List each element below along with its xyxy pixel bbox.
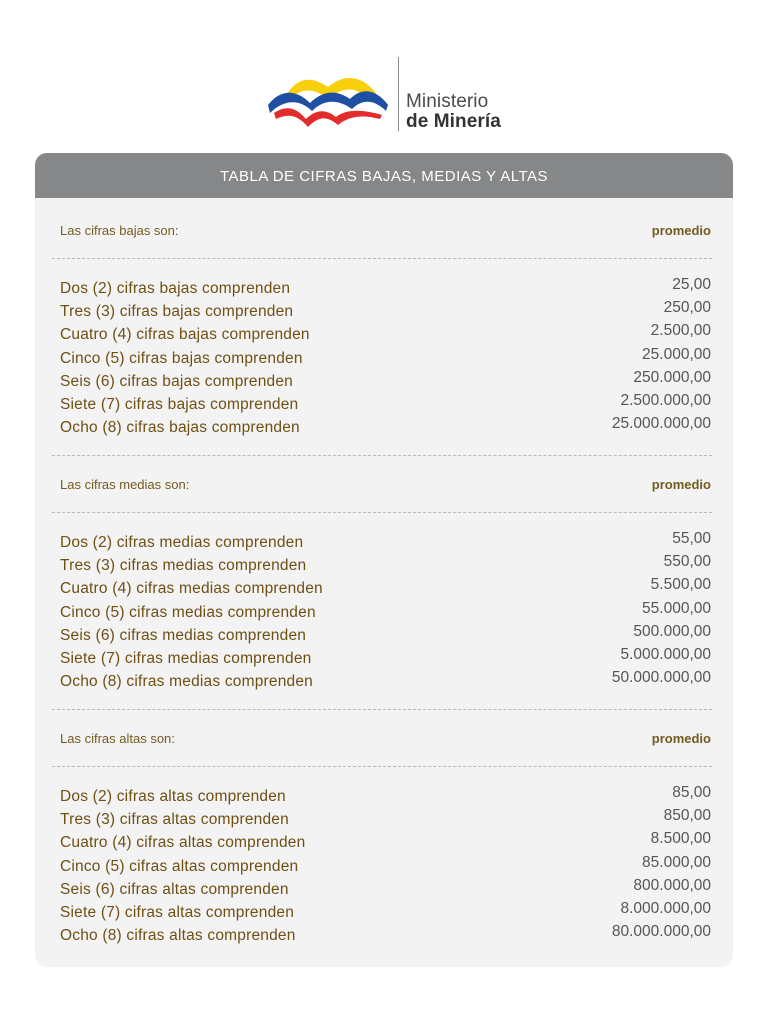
row-value: 25.000,00 bbox=[642, 346, 711, 363]
logo-divider bbox=[398, 57, 399, 131]
row-label: Seis (6) cifras medias comprenden bbox=[60, 627, 307, 644]
table-row bbox=[35, 856, 733, 879]
row-label: Dos (2) cifras altas comprenden bbox=[60, 788, 286, 805]
row-label: Ocho (8) cifras altas comprenden bbox=[60, 927, 296, 944]
row-value: 500.000,00 bbox=[633, 623, 711, 640]
dashed-divider bbox=[52, 766, 712, 767]
row-label: Seis (6) cifras altas comprenden bbox=[60, 881, 289, 898]
row-label: Cinco (5) cifras bajas comprenden bbox=[60, 350, 303, 367]
table-row bbox=[35, 555, 733, 578]
average-column-header: promedio bbox=[651, 731, 711, 746]
row-label: Cinco (5) cifras medias comprenden bbox=[60, 604, 316, 621]
row-label: Cuatro (4) cifras altas comprenden bbox=[60, 834, 306, 851]
row-value: 5.000.000,00 bbox=[620, 646, 711, 663]
row-value: 800.000,00 bbox=[633, 877, 711, 894]
table-row bbox=[35, 809, 733, 832]
row-value: 25,00 bbox=[672, 276, 711, 293]
row-label: Cuatro (4) cifras medias comprenden bbox=[60, 580, 323, 597]
row-value: 80.000.000,00 bbox=[611, 923, 711, 940]
table-row bbox=[35, 394, 733, 417]
row-value: 50.000.000,00 bbox=[611, 669, 711, 686]
section-title: Las cifras altas son: bbox=[60, 731, 175, 746]
row-value: 2.500.000,00 bbox=[620, 392, 711, 409]
table-row bbox=[35, 532, 733, 555]
dashed-divider bbox=[52, 258, 712, 259]
flag-waves-emblem-icon bbox=[266, 69, 392, 127]
row-label: Cinco (5) cifras altas comprenden bbox=[60, 858, 299, 875]
row-value: 55,00 bbox=[672, 530, 711, 547]
dashed-divider bbox=[52, 455, 712, 456]
table-title: TABLA DE CIFRAS BAJAS, MEDIAS Y ALTAS bbox=[35, 153, 733, 198]
row-value: 85,00 bbox=[672, 784, 711, 801]
row-value: 250,00 bbox=[663, 299, 711, 316]
table-row bbox=[35, 278, 733, 301]
row-label: Siete (7) cifras medias comprenden bbox=[60, 650, 312, 667]
table-row bbox=[35, 648, 733, 671]
table-row bbox=[35, 925, 733, 948]
average-column-header: promedio bbox=[651, 477, 711, 492]
row-label: Ocho (8) cifras bajas comprenden bbox=[60, 419, 300, 436]
table-row bbox=[35, 902, 733, 925]
row-label: Tres (3) cifras altas comprenden bbox=[60, 811, 289, 828]
row-label: Tres (3) cifras medias comprenden bbox=[60, 557, 307, 574]
row-label: Ocho (8) cifras medias comprenden bbox=[60, 673, 313, 690]
row-label: Cuatro (4) cifras bajas comprenden bbox=[60, 326, 310, 343]
row-label: Tres (3) cifras bajas comprenden bbox=[60, 303, 294, 320]
section-title: Las cifras bajas son: bbox=[60, 223, 179, 238]
row-label: Siete (7) cifras bajas comprenden bbox=[60, 396, 299, 413]
row-value: 250.000,00 bbox=[633, 369, 711, 386]
row-value: 55.000,00 bbox=[642, 600, 711, 617]
row-value: 8.500,00 bbox=[650, 830, 711, 847]
average-column-header: promedio bbox=[651, 223, 711, 238]
ministry-logo bbox=[266, 55, 506, 135]
row-label: Seis (6) cifras bajas comprenden bbox=[60, 373, 293, 390]
table-row bbox=[35, 832, 733, 855]
row-value: 5.500,00 bbox=[650, 576, 711, 593]
row-value: 8.000.000,00 bbox=[620, 900, 711, 917]
row-label: Siete (7) cifras altas comprenden bbox=[60, 904, 295, 921]
table-row bbox=[35, 578, 733, 601]
table-row bbox=[35, 348, 733, 371]
logo-text-line2: de Minería bbox=[406, 111, 501, 132]
row-value: 550,00 bbox=[663, 553, 711, 570]
table-row bbox=[35, 324, 733, 347]
row-label: Dos (2) cifras medias comprenden bbox=[60, 534, 304, 551]
row-value: 25.000.000,00 bbox=[611, 415, 711, 432]
table-row bbox=[35, 879, 733, 902]
row-label: Dos (2) cifras bajas comprenden bbox=[60, 280, 291, 297]
table-row bbox=[35, 625, 733, 648]
table-row bbox=[35, 602, 733, 625]
table-row bbox=[35, 301, 733, 324]
dashed-divider bbox=[52, 512, 712, 513]
table-row bbox=[35, 417, 733, 440]
dashed-divider bbox=[52, 709, 712, 710]
table-row bbox=[35, 786, 733, 809]
row-value: 850,00 bbox=[663, 807, 711, 824]
table-row bbox=[35, 371, 733, 394]
row-value: 2.500,00 bbox=[650, 322, 711, 339]
table-row bbox=[35, 671, 733, 694]
logo-text-line1: Ministerio bbox=[406, 91, 489, 112]
section-title: Las cifras medias son: bbox=[60, 477, 190, 492]
row-value: 85.000,00 bbox=[642, 854, 711, 871]
figures-table-card bbox=[35, 153, 733, 967]
